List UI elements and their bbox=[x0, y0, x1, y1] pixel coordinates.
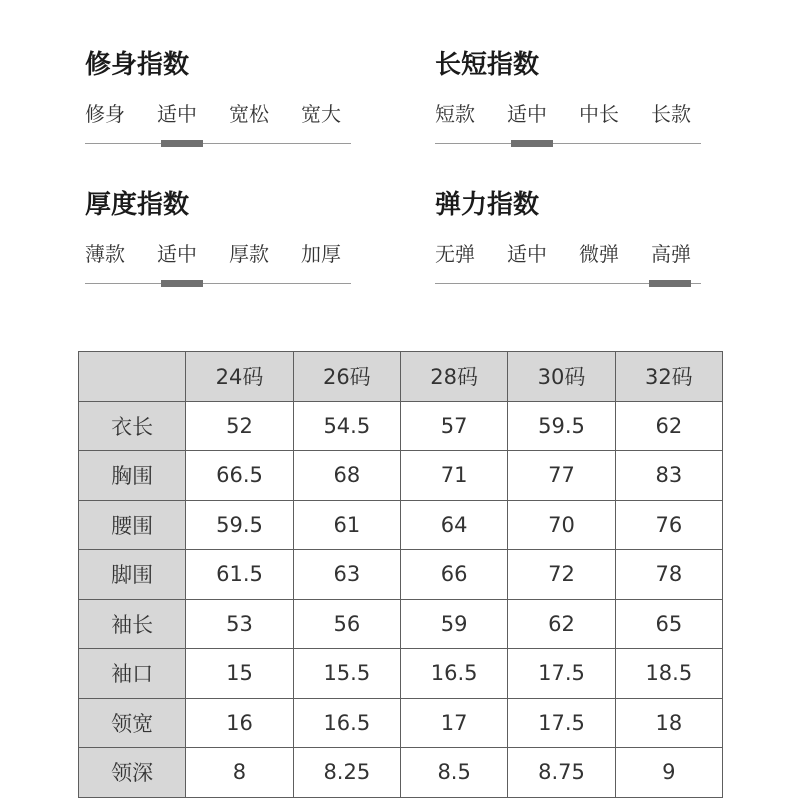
length-index-marker bbox=[511, 140, 553, 147]
fit-index bbox=[85, 48, 351, 168]
thickness-option-extra: 加厚 bbox=[301, 242, 341, 266]
fit-option-medium: 适中 bbox=[157, 102, 197, 126]
row-label: 袖口 bbox=[79, 649, 186, 699]
row-label: 领深 bbox=[79, 748, 186, 798]
table-row bbox=[79, 401, 723, 451]
table-cell: 59.5 bbox=[186, 500, 293, 550]
table-row bbox=[79, 649, 723, 699]
table-cell: 62 bbox=[508, 599, 615, 649]
table-cell: 8.75 bbox=[508, 748, 615, 798]
table-cell: 64 bbox=[400, 500, 507, 550]
fit-index-track bbox=[85, 143, 351, 144]
table-cell: 18.5 bbox=[615, 649, 722, 699]
table-cell: 9 bbox=[615, 748, 722, 798]
stretch-option-none: 无弹 bbox=[435, 242, 475, 266]
table-cell: 63 bbox=[293, 550, 400, 600]
table-cell: 8.5 bbox=[400, 748, 507, 798]
table-row bbox=[79, 451, 723, 501]
stretch-option-slight: 微弹 bbox=[579, 242, 619, 266]
size-header-cell: 28码 bbox=[400, 352, 507, 402]
length-index-title: 长短指数 bbox=[435, 50, 540, 80]
thickness-index bbox=[85, 188, 351, 308]
length-option-long: 长款 bbox=[651, 102, 691, 126]
table-cell: 76 bbox=[615, 500, 722, 550]
table-header-row bbox=[79, 352, 723, 402]
table-cell: 72 bbox=[508, 550, 615, 600]
table-cell: 57 bbox=[400, 401, 507, 451]
table-cell: 70 bbox=[508, 500, 615, 550]
table-cell: 61.5 bbox=[186, 550, 293, 600]
table-cell: 52 bbox=[186, 401, 293, 451]
size-header-cell: 26码 bbox=[293, 352, 400, 402]
length-index-track bbox=[435, 143, 701, 144]
table-cell: 17.5 bbox=[508, 649, 615, 699]
table-cell: 53 bbox=[186, 599, 293, 649]
table-cell: 54.5 bbox=[293, 401, 400, 451]
fit-option-slim: 修身 bbox=[85, 102, 125, 126]
table-cell: 15 bbox=[186, 649, 293, 699]
table-cell: 17 bbox=[400, 698, 507, 748]
row-label: 腰围 bbox=[79, 500, 186, 550]
row-label: 胸围 bbox=[79, 451, 186, 501]
table-cell: 65 bbox=[615, 599, 722, 649]
stretch-index bbox=[435, 188, 701, 308]
table-cell: 59 bbox=[400, 599, 507, 649]
thickness-option-thin: 薄款 bbox=[85, 242, 125, 266]
table-cell: 77 bbox=[508, 451, 615, 501]
thickness-index-marker bbox=[161, 280, 203, 287]
table-cell: 59.5 bbox=[508, 401, 615, 451]
table-row bbox=[79, 599, 723, 649]
table-row bbox=[79, 550, 723, 600]
table-cell: 83 bbox=[615, 451, 722, 501]
length-option-midlong: 中长 bbox=[579, 102, 619, 126]
size-table bbox=[78, 351, 723, 798]
row-label: 衣长 bbox=[79, 401, 186, 451]
fit-option-loose: 宽松 bbox=[229, 102, 269, 126]
table-cell: 56 bbox=[293, 599, 400, 649]
table-cell: 66 bbox=[400, 550, 507, 600]
fit-index-title: 修身指数 bbox=[85, 50, 190, 80]
table-cell: 16.5 bbox=[400, 649, 507, 699]
table-cell: 61 bbox=[293, 500, 400, 550]
thickness-index-track bbox=[85, 283, 351, 284]
size-header-cell: 30码 bbox=[508, 352, 615, 402]
row-label: 脚围 bbox=[79, 550, 186, 600]
table-cell: 18 bbox=[615, 698, 722, 748]
table-cell: 68 bbox=[293, 451, 400, 501]
table-cell: 16.5 bbox=[293, 698, 400, 748]
table-cell: 17.5 bbox=[508, 698, 615, 748]
table-corner-cell bbox=[79, 352, 186, 402]
fit-option-baggy: 宽大 bbox=[301, 102, 341, 126]
stretch-option-medium: 适中 bbox=[507, 242, 547, 266]
table-row bbox=[79, 500, 723, 550]
length-option-medium: 适中 bbox=[507, 102, 547, 126]
thickness-index-title: 厚度指数 bbox=[85, 190, 190, 220]
table-cell: 8.25 bbox=[293, 748, 400, 798]
stretch-index-marker bbox=[649, 280, 691, 287]
table-cell: 15.5 bbox=[293, 649, 400, 699]
table-cell: 71 bbox=[400, 451, 507, 501]
fit-index-marker bbox=[161, 140, 203, 147]
stretch-index-title: 弹力指数 bbox=[435, 190, 540, 220]
length-option-short: 短款 bbox=[435, 102, 475, 126]
size-header-cell: 32码 bbox=[615, 352, 722, 402]
table-cell: 62 bbox=[615, 401, 722, 451]
size-header-cell: 24码 bbox=[186, 352, 293, 402]
table-cell: 16 bbox=[186, 698, 293, 748]
thickness-option-thick: 厚款 bbox=[229, 242, 269, 266]
table-cell: 66.5 bbox=[186, 451, 293, 501]
table-row bbox=[79, 698, 723, 748]
table-row bbox=[79, 748, 723, 798]
row-label: 领宽 bbox=[79, 698, 186, 748]
row-label: 袖长 bbox=[79, 599, 186, 649]
thickness-option-medium: 适中 bbox=[157, 242, 197, 266]
table-cell: 78 bbox=[615, 550, 722, 600]
length-index bbox=[435, 48, 701, 168]
stretch-option-high: 高弹 bbox=[651, 242, 691, 266]
table-cell: 8 bbox=[186, 748, 293, 798]
